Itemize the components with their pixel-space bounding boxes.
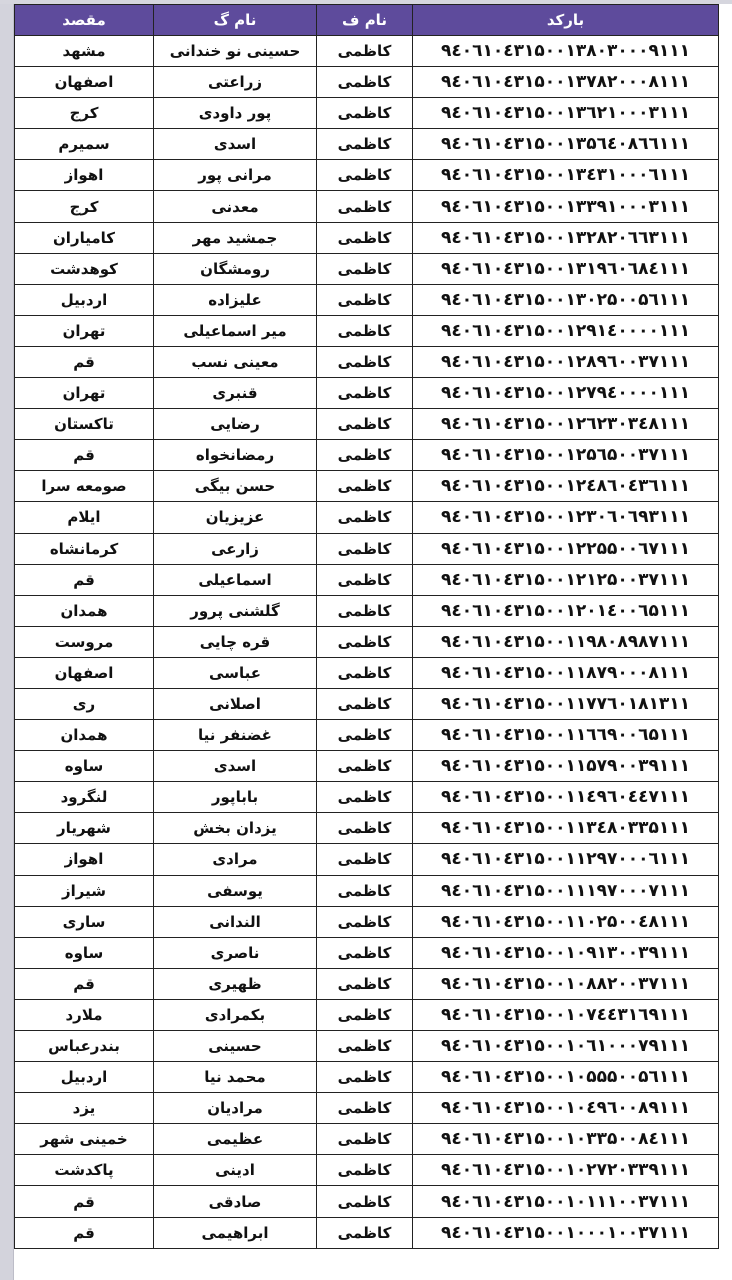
table-row [15,160,719,191]
table-row [15,906,719,937]
cell-destination[interactable]: کرمانشاه [15,533,154,564]
cell-first-name[interactable]: کاظمی [317,67,413,98]
header-last-name[interactable]: نام گ [154,5,317,36]
cell-destination[interactable]: اصفهان [15,67,154,98]
table-row [15,253,719,284]
cell-first-name[interactable]: کاظمی [317,937,413,968]
table-row [15,844,719,875]
cell-destination[interactable]: لنگرود [15,782,154,813]
cell-last-name[interactable]: مرانی پور [154,160,317,191]
cell-first-name[interactable]: کاظمی [317,657,413,688]
cell-first-name[interactable]: کاظمی [317,999,413,1030]
cell-barcode[interactable]: ۹٤۰٦۱۰٤۳۱۵۰۰۱۲۵٦۵۰۰۳۷۱۱۱ [413,440,719,471]
header-first-name[interactable]: نام ف [317,5,413,36]
cell-destination[interactable]: اهواز [15,844,154,875]
cell-destination[interactable]: ساوه [15,937,154,968]
cell-first-name[interactable]: کاظمی [317,36,413,67]
table-row [15,346,719,377]
cell-barcode[interactable]: ۹٤۰٦۱۰٤۳۱۵۰۰۱۳۱۹٦۰٦۸٤۱۱۱ [413,253,719,284]
table-row [15,657,719,688]
cell-destination[interactable]: قم [15,564,154,595]
cell-barcode[interactable]: ۹٤۰٦۱۰٤۳۱۵۰۰۱۲۷۹٤۰۰۰۰۱۱۱ [413,378,719,409]
cell-first-name[interactable]: کاظمی [317,1093,413,1124]
cell-first-name[interactable]: کاظمی [317,409,413,440]
table-row [15,751,719,782]
cell-barcode[interactable]: ۹٤۰٦۱۰٤۳۱۵۰۰۱۰۵۵۵۰۰۵٦۱۱۱ [413,1062,719,1093]
cell-first-name[interactable]: کاظمی [317,284,413,315]
table-row [15,782,719,813]
table-row [15,1031,719,1062]
cell-last-name[interactable]: صادقی [154,1186,317,1217]
cell-first-name[interactable]: کاظمی [317,346,413,377]
cell-last-name[interactable]: غضنفر نیا [154,720,317,751]
cell-last-name[interactable]: علیزاده [154,284,317,315]
cell-last-name[interactable]: ابراهیمی [154,1217,317,1248]
table-row [15,440,719,471]
table-row [15,595,719,626]
cell-first-name[interactable]: کاظمی [317,98,413,129]
cell-last-name[interactable]: حسن بیگی [154,471,317,502]
table-row [15,968,719,999]
cell-barcode[interactable]: ۹٤۰٦۱۰٤۳۱۵۰۰۱۳۷۸۲۰۰۰۸۱۱۱ [413,67,719,98]
cell-destination[interactable]: کرج [15,191,154,222]
cell-destination[interactable]: صومعه سرا [15,471,154,502]
cell-destination[interactable]: یزد [15,1093,154,1124]
cell-destination[interactable]: اهواز [15,160,154,191]
cell-last-name[interactable]: زارعی [154,533,317,564]
cell-first-name[interactable]: کاظمی [317,751,413,782]
cell-barcode[interactable]: ۹٤۰٦۱۰٤۳۱۵۰۰۱۲۲۵۵۰۰٦۷۱۱۱ [413,533,719,564]
cell-last-name[interactable]: عباسی [154,657,317,688]
cell-last-name[interactable]: یوسفی [154,875,317,906]
cell-barcode[interactable]: ۹٤۰٦۱۰٤۳۱۵۰۰۱۰۳۳۵۰۰۸٤۱۱۱ [413,1124,719,1155]
cell-destination[interactable]: کرج [15,98,154,129]
cell-last-name[interactable]: مرادیان [154,1093,317,1124]
cell-last-name[interactable]: الندانی [154,906,317,937]
table-row [15,129,719,160]
cell-barcode[interactable]: ۹٤۰٦۱۰٤۳۱۵۰۰۱۱۰۲۵۰۰٤۸۱۱۱ [413,906,719,937]
cell-destination[interactable]: شهریار [15,813,154,844]
cell-first-name[interactable]: کاظمی [317,378,413,409]
cell-last-name[interactable]: معدنی [154,191,317,222]
cell-barcode[interactable]: ۹٤۰٦۱۰٤۳۱۵۰۰۱۳۵٦٤۰۸٦٦۱۱۱ [413,129,719,160]
cell-first-name[interactable]: کاظمی [317,968,413,999]
table-row [15,502,719,533]
cell-first-name[interactable]: کاظمی [317,533,413,564]
cell-last-name[interactable]: گلشنی پرور [154,595,317,626]
cell-first-name[interactable]: کاظمی [317,440,413,471]
table-row [15,626,719,657]
table-row [15,1124,719,1155]
cell-first-name[interactable]: کاظمی [317,129,413,160]
cell-destination[interactable]: اردبیل [15,284,154,315]
cell-first-name[interactable]: کاظمی [317,782,413,813]
cell-last-name[interactable]: معینی نسب [154,346,317,377]
table-row [15,471,719,502]
cell-last-name[interactable]: محمد نیا [154,1062,317,1093]
cell-destination[interactable]: ملارد [15,999,154,1030]
cell-last-name[interactable]: رومشگان [154,253,317,284]
cell-first-name[interactable]: کاظمی [317,875,413,906]
cell-barcode[interactable]: ۹٤۰٦۱۰٤۳۱۵۰۰۱۲۸۹٦۰۰۳۷۱۱۱ [413,346,719,377]
cell-destination[interactable]: خمینی شهر [15,1124,154,1155]
cell-destination[interactable]: ایلام [15,502,154,533]
cell-destination[interactable]: تهران [15,315,154,346]
cell-barcode[interactable]: ۹٤۰٦۱۰٤۳۱۵۰۰۱۱۹۸۰۸۹۸۷۱۱۱ [413,626,719,657]
cell-first-name[interactable]: کاظمی [317,595,413,626]
cell-destination[interactable]: اصفهان [15,657,154,688]
cell-barcode[interactable]: ۹٤۰٦۱۰٤۳۱۵۰۰۱۳۰۲۵۰۰۵٦۱۱۱ [413,284,719,315]
cell-last-name[interactable]: جمشید مهر [154,222,317,253]
cell-last-name[interactable]: ادینی [154,1155,317,1186]
cell-barcode[interactable]: ۹٤۰٦۱۰٤۳۱۵۰۰۱۳۸۰۳۰۰۰۹۱۱۱ [413,36,719,67]
table-row [15,937,719,968]
table-row [15,1093,719,1124]
cell-barcode[interactable]: ۹٤۰٦۱۰٤۳۱۵۰۰۱۲٦۲۳۰۳٤۸۱۱۱ [413,409,719,440]
cell-destination[interactable]: قم [15,346,154,377]
cell-barcode[interactable]: ۹٤۰٦۱۰٤۳۱۵۰۰۱۰۹۱۳۰۰۳۹۱۱۱ [413,937,719,968]
table-row [15,191,719,222]
cell-destination[interactable]: همدان [15,720,154,751]
cell-first-name[interactable]: کاظمی [317,906,413,937]
cell-barcode[interactable]: ۹٤۰٦۱۰٤۳۱۵۰۰۱۰٦۱۰۰۰۷۹۱۱۱ [413,1031,719,1062]
table-row [15,813,719,844]
shipment-table [14,4,719,1249]
cell-last-name[interactable]: پور داودی [154,98,317,129]
cell-barcode[interactable]: ۹٤۰٦۱۰٤۳۱۵۰۰۱۱۵۷۹۰۰۳۹۱۱۱ [413,751,719,782]
table-row [15,378,719,409]
cell-barcode[interactable]: ۹٤۰٦۱۰٤۳۱۵۰۰۱۳۳۹۱۰۰۰۳۱۱۱ [413,191,719,222]
table-row [15,533,719,564]
header-row [15,5,719,36]
cell-barcode[interactable]: ۹٤۰٦۱۰٤۳۱۵۰۰۱۱٦٦۹۰۰٦۵۱۱۱ [413,720,719,751]
cell-destination[interactable]: قم [15,1217,154,1248]
cell-barcode[interactable]: ۹٤۰٦۱۰٤۳۱۵۰۰۱۱۲۹۷۰۰۰٦۱۱۱ [413,844,719,875]
table-row [15,284,719,315]
cell-destination[interactable]: شیراز [15,875,154,906]
cell-first-name[interactable]: کاظمی [317,1031,413,1062]
cell-destination[interactable]: پاکدشت [15,1155,154,1186]
cell-destination[interactable]: قم [15,968,154,999]
cell-destination[interactable]: ری [15,688,154,719]
header-barcode[interactable]: بارکد [413,5,719,36]
cell-barcode[interactable]: ۹٤۰٦۱۰٤۳۱۵۰۰۱۰۷٤٤۳۱٦۹۱۱۱ [413,999,719,1030]
table-row [15,875,719,906]
cell-barcode[interactable]: ۹٤۰٦۱۰٤۳۱۵۰۰۱۲۱۲۵۰۰۳۷۱۱۱ [413,564,719,595]
table-row [15,688,719,719]
cell-last-name[interactable]: رمضانخواه [154,440,317,471]
cell-barcode[interactable]: ۹٤۰٦۱۰٤۳۱۵۰۰۱۲٤۸٦۰٤۳٦۱۱۱ [413,471,719,502]
cell-last-name[interactable]: عزیزیان [154,502,317,533]
cell-first-name[interactable]: کاظمی [317,564,413,595]
cell-barcode[interactable]: ۹٤۰٦۱۰٤۳۱۵۰۰۱۰۱۱۱۰۰۳۷۱۱۱ [413,1186,719,1217]
cell-barcode[interactable]: ۹٤۰٦۱۰٤۳۱۵۰۰۱۳٦۲۱۰۰۰۳۱۱۱ [413,98,719,129]
cell-barcode[interactable]: ۹٤۰٦۱۰٤۳۱۵۰۰۱۲۰۱٤۰۰٦۵۱۱۱ [413,595,719,626]
cell-destination[interactable]: مروست [15,626,154,657]
cell-destination[interactable]: کوهدشت [15,253,154,284]
cell-barcode[interactable]: ۹٤۰٦۱۰٤۳۱۵۰۰۱۱۸۷۹۰۰۰۸۱۱۱ [413,657,719,688]
cell-last-name[interactable]: اسدی [154,129,317,160]
cell-last-name[interactable]: ناصری [154,937,317,968]
cell-barcode[interactable]: ۹٤۰٦۱۰٤۳۱۵۰۰۱۱۷۷٦۰۱۸۱۳۱۱ [413,688,719,719]
cell-first-name[interactable]: کاظمی [317,160,413,191]
table-row [15,564,719,595]
cell-last-name[interactable]: اصلانی [154,688,317,719]
cell-destination[interactable]: ساوه [15,751,154,782]
table-row [15,36,719,67]
cell-first-name[interactable]: کاظمی [317,222,413,253]
cell-last-name[interactable]: یزدان بخش [154,813,317,844]
cell-destination[interactable]: مشهد [15,36,154,67]
cell-first-name[interactable]: کاظمی [317,1155,413,1186]
cell-first-name[interactable]: کاظمی [317,626,413,657]
cell-last-name[interactable]: میر اسماعیلی [154,315,317,346]
cell-first-name[interactable]: کاظمی [317,191,413,222]
cell-barcode[interactable]: ۹٤۰٦۱۰٤۳۱۵۰۰۱۳۲۸۲۰٦٦۳۱۱۱ [413,222,719,253]
cell-destination[interactable]: تاکستان [15,409,154,440]
cell-barcode[interactable]: ۹٤۰٦۱۰٤۳۱۵۰۰۱۲۳۰٦۰٦۹۳۱۱۱ [413,502,719,533]
cell-first-name[interactable]: کاظمی [317,688,413,719]
cell-destination[interactable]: همدان [15,595,154,626]
cell-first-name[interactable]: کاظمی [317,471,413,502]
cell-last-name[interactable]: زراعتی [154,67,317,98]
table-row [15,1186,719,1217]
cell-last-name[interactable]: اسماعیلی [154,564,317,595]
cell-first-name[interactable]: کاظمی [317,1217,413,1248]
cell-barcode[interactable]: ۹٤۰٦۱۰٤۳۱۵۰۰۱۱٤۹٦۰٤٤۷۱۱۱ [413,782,719,813]
cell-barcode[interactable]: ۹٤۰٦۱۰٤۳۱۵۰۰۱۰۰۰۱۰۰۳۷۱۱۱ [413,1217,719,1248]
cell-first-name[interactable]: کاظمی [317,720,413,751]
table-row [15,222,719,253]
cell-destination[interactable]: ساری [15,906,154,937]
cell-last-name[interactable]: عظیمی [154,1124,317,1155]
table-row [15,720,719,751]
cell-last-name[interactable]: اسدی [154,751,317,782]
cell-destination[interactable]: اردبیل [15,1062,154,1093]
cell-barcode[interactable]: ۹٤۰٦۱۰٤۳۱۵۰۰۱۰۲۷۲۰۳۳۹۱۱۱ [413,1155,719,1186]
cell-last-name[interactable]: مرادی [154,844,317,875]
cell-barcode[interactable]: ۹٤۰٦۱۰٤۳۱۵۰۰۱۲۹۱٤۰۰۰۰۱۱۱ [413,315,719,346]
cell-last-name[interactable]: قره چایی [154,626,317,657]
left-gutter [0,0,14,1280]
cell-destination[interactable]: بندرعباس [15,1031,154,1062]
table-row [15,999,719,1030]
table-row [15,1062,719,1093]
cell-last-name[interactable]: رضایی [154,409,317,440]
cell-first-name[interactable]: کاظمی [317,1186,413,1217]
table-row [15,1217,719,1248]
cell-barcode[interactable]: ۹٤۰٦۱۰٤۳۱۵۰۰۱۳٤۳۱۰۰۰٦۱۱۱ [413,160,719,191]
cell-first-name[interactable]: کاظمی [317,1062,413,1093]
cell-barcode[interactable]: ۹٤۰٦۱۰٤۳۱۵۰۰۱۱۳٤۸۰۳۳۵۱۱۱ [413,813,719,844]
cell-last-name[interactable]: قنبری [154,378,317,409]
table-row [15,1155,719,1186]
cell-first-name[interactable]: کاظمی [317,502,413,533]
header-destination[interactable]: مقصد [15,5,154,36]
table-row [15,409,719,440]
cell-first-name[interactable]: کاظمی [317,253,413,284]
cell-barcode[interactable]: ۹٤۰٦۱۰٤۳۱۵۰۰۱۰٤۹٦۰۰۸۹۱۱۱ [413,1093,719,1124]
cell-last-name[interactable]: ظهیری [154,968,317,999]
table-row [15,315,719,346]
cell-last-name[interactable]: باباپور [154,782,317,813]
cell-destination[interactable]: قم [15,440,154,471]
cell-last-name[interactable]: حسینی نو خندانی [154,36,317,67]
cell-destination[interactable]: تهران [15,378,154,409]
cell-first-name[interactable]: کاظمی [317,813,413,844]
cell-first-name[interactable]: کاظمی [317,315,413,346]
cell-destination[interactable]: کامیاران [15,222,154,253]
cell-last-name[interactable]: بکمرادی [154,999,317,1030]
cell-first-name[interactable]: کاظمی [317,844,413,875]
cell-destination[interactable]: سمیرم [15,129,154,160]
cell-barcode[interactable]: ۹٤۰٦۱۰٤۳۱۵۰۰۱۰۸۸۲۰۰۳۷۱۱۱ [413,968,719,999]
table-row [15,98,719,129]
cell-destination[interactable]: قم [15,1186,154,1217]
cell-last-name[interactable]: حسینی [154,1031,317,1062]
cell-first-name[interactable]: کاظمی [317,1124,413,1155]
cell-barcode[interactable]: ۹٤۰٦۱۰٤۳۱۵۰۰۱۱۱۹۷۰۰۰۷۱۱۱ [413,875,719,906]
table-row [15,67,719,98]
table-body [15,36,719,1249]
